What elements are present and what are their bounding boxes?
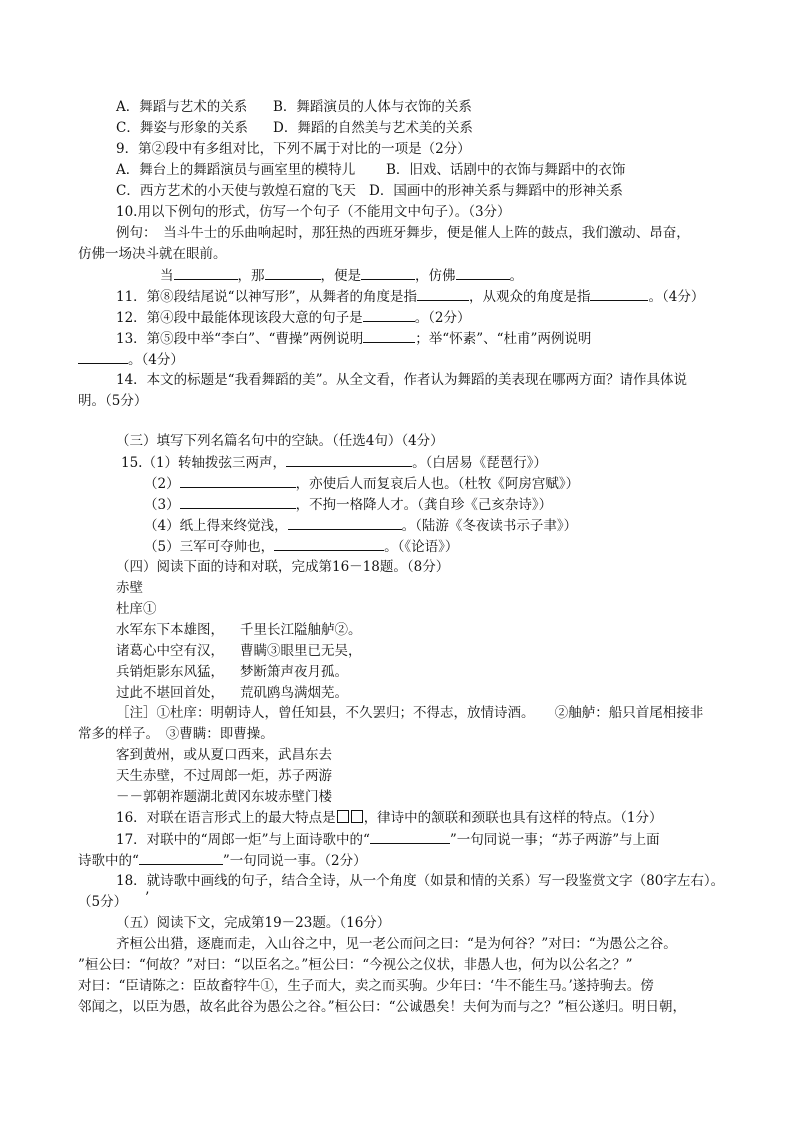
q10-t3: ，便是: [320, 268, 361, 284]
q10-t5: 。: [509, 268, 523, 284]
poem-title: 赤壁: [116, 580, 143, 596]
q16-text-b: ，律诗中的颔联和颈联也具有这样的特点。（1分）: [363, 810, 663, 826]
q15-item4: [144, 515, 577, 537]
q15-item5: [144, 536, 458, 558]
q17-line1: [116, 829, 660, 851]
couplet-line2: 天生赤壁，不过周郎一炬，苏子两游: [116, 768, 332, 784]
q13-part1: 13．第⑤段中举“李白”、“曹操”两例说明: [116, 331, 364, 347]
q10-example-line1: 例句： 当斗牛士的乐曲响起时，那狂热的西班牙舞步，便是催人上阵的鼓点，我们激动、昂奋，: [116, 225, 690, 241]
q11: [116, 286, 704, 308]
q10-blank-3[interactable]: [361, 265, 415, 280]
q15-1-text-b: 。（白居易《琵琶行》）: [412, 455, 548, 471]
q15-3-text-a: （3）: [144, 497, 180, 513]
q15-4-blank[interactable]: [288, 515, 402, 530]
q15-2-text-a: （2）: [144, 476, 180, 492]
q10-t1: 当: [160, 268, 174, 284]
q17-line2: [78, 850, 367, 872]
q17-text-c: 诗歌中的“: [78, 853, 139, 869]
q18-line1: 18．就诗歌中画线的句子，结合全诗，从一个角度（如景和情的关系）写一段鉴赏文字（80字左右）。: [116, 873, 725, 889]
q17-blank-2[interactable]: [139, 850, 223, 865]
q17-text-b: ”一句同说一事；“苏子两游”与上面: [449, 832, 660, 848]
q15-1-blank[interactable]: [286, 452, 412, 467]
q15-3-blank[interactable]: [180, 494, 296, 509]
passage-line4: 邻闻之，以臣为愚，故名此谷为愚公之谷。”桓公曰：“公诚愚矣！夫何为而与之？”桓公遂归。明日朝，: [78, 999, 686, 1015]
q11-part2: ，从观众的角度是指: [468, 289, 591, 305]
poem-verse-3a: 兵销炬影东风猛，: [116, 664, 224, 680]
q15-item3: [144, 494, 552, 516]
couplet-attribution: －－郭朝祚题湖北黄冈东坡赤壁门楼: [116, 789, 332, 805]
section3-heading: （三）填写下列名篇名句中的空缺。（任选4句）（4分）: [116, 433, 444, 449]
q15-item2: [144, 473, 579, 495]
q17-blank-1[interactable]: [370, 829, 450, 844]
q13-part2: ；举“怀素”、“杜甫”两例说明: [415, 331, 592, 347]
q16-box-1[interactable]: [337, 810, 349, 823]
q10-blank-4[interactable]: [456, 265, 510, 280]
q15-2-text-b: ，亦使后人而复哀后人也。（杜牧《阿房宫赋》）: [295, 476, 580, 492]
q15-4-text-a: （4）纸上得来终觉浅，: [144, 518, 288, 534]
q15-2-blank[interactable]: [180, 473, 296, 488]
poem-verse-2b: 曹瞒③眼里已无吴，: [240, 643, 362, 659]
q9-option-d: D．国画中的形神关系与舞蹈中的形神关系: [369, 183, 623, 199]
q15-item1: [121, 452, 547, 474]
q10-blank-2[interactable]: [265, 265, 321, 280]
q15-4-text-b: 。（陆游《冬夜读书示子聿》）: [401, 518, 578, 534]
q16-text-a: 16．对联在语言形式上的最大特点是: [116, 810, 336, 826]
passage-line3: 对曰：“臣请陈之：臣故畜牸牛①，生子而大，卖之而买驹。少年曰：‘牛不能生马。’遂持驹去。傍: [78, 978, 654, 994]
poem-verse-1a: 水军东下本雄图，: [116, 622, 224, 638]
q9-option-c: C．西方艺术的小天使与敦煌石窟的飞天: [116, 183, 356, 199]
q18-line2a: （5分）: [78, 894, 128, 910]
q12: [116, 307, 471, 329]
q15-5-text-a: （5）三军可夺帅也，: [144, 539, 275, 555]
q10-example-line2: 仿佛一场决斗就在眼前。: [78, 246, 227, 262]
q8-option-a: A．舞蹈与艺术的关系: [116, 99, 248, 115]
q12-part1: 12．第④段中最能体现该段大意的句子是: [116, 310, 363, 326]
poem-verse-1b: 千里长江隘舳舻②。: [240, 622, 362, 638]
passage-line2: ”桓公曰：“何故？”对曰：“以臣名之。”桓公曰：“今视公之仪状，非愚人也，何为以公名之？”: [78, 957, 633, 973]
poem-verse-3b: 梦断箫声夜月孤。: [240, 664, 348, 680]
q12-blank[interactable]: [363, 307, 415, 322]
poem-verse-2a: 诸葛心中空有汉，: [116, 643, 224, 659]
q9-stem: 9．第②段中有多组对比，下列不属于对比的一项是（2分）: [116, 141, 471, 157]
poem-verse-4b: 荒矶鸥鸟满烟芜。: [240, 685, 348, 701]
q8-option-b: B．舞蹈演员的人体与衣饰的关系: [273, 99, 472, 115]
q11-part3: 。（4分）: [648, 289, 705, 305]
q9-option-b: B．旧戏、话剧中的衣饰与舞蹈中的衣饰: [386, 162, 626, 178]
poem-note-line2: 常多的样子。 ③曹瞒：即曹操。: [78, 726, 274, 742]
poem-verse-4a: 过此不堪回首处，: [116, 685, 224, 701]
q18-line2b: ’: [145, 890, 150, 906]
q11-blank-2[interactable]: [590, 286, 648, 301]
section5-heading: （五）阅读下文，完成第19－23题。（16分）: [116, 915, 391, 931]
q13-blank-1[interactable]: [363, 328, 415, 343]
q15-1-text-a: 15.（1）转轴拨弦三两声，: [121, 455, 287, 471]
q13-line2: [78, 349, 184, 371]
q10-t4: ，仿佛: [415, 268, 456, 284]
q10-stem: 10.用以下例句的形式，仿写一个句子（不能用文中句子）。（3分）: [116, 204, 511, 220]
q10-blank-1[interactable]: [174, 265, 238, 280]
q13-part3: 。（4分）: [128, 352, 184, 368]
section4-heading: （四）阅读下面的诗和对联，完成第16－18题。（8分）: [116, 559, 450, 575]
couplet-line1: 客到黄州，或从夏口西来，武昌东去: [116, 747, 332, 763]
poem-note-line1: ［注］①杜庠：明朝诗人，曾任知县，不久罢归；不得志，放情诗酒。 ②舳舻：船只首尾相接非: [116, 705, 704, 721]
q9-option-a: A．舞台上的舞蹈演员与画室里的模特儿: [116, 162, 356, 178]
q17-text-d: ”一句同说一事。（2分）: [222, 853, 367, 869]
q12-part2: 。（2分）: [414, 310, 471, 326]
q11-part1: 11．第⑧段结尾说“以神写形”，从舞者的角度是指: [116, 289, 417, 305]
passage-line1: 齐桓公出猎，逐鹿而走，入山谷之中，见一老公而问之曰：“是为何谷？”对曰：“为愚公之谷。: [116, 936, 677, 952]
q10-t2: ，那: [237, 268, 265, 284]
q8-option-c: C．舞姿与形象的关系: [116, 120, 248, 136]
q13-blank-2[interactable]: [78, 349, 128, 364]
q10-template: [160, 265, 523, 287]
poem-author: 杜庠①: [116, 601, 157, 617]
q14-line1: 14．本文的标题是“我看舞蹈的美”。从全文看，作者认为舞蹈的美表现在哪两方面？请作具体说: [116, 372, 687, 388]
q16: [116, 808, 663, 829]
q17-text-a: 17．对联中的“周郎一炬”与上面诗歌中的“: [116, 832, 370, 848]
q15-5-blank[interactable]: [274, 536, 384, 551]
q14-line2: 明。（5分）: [78, 393, 148, 409]
q15-5-text-b: 。（《论语》）: [384, 539, 459, 555]
q13-line1: [116, 328, 591, 350]
q16-box-2[interactable]: [351, 810, 363, 823]
q11-blank-1[interactable]: [417, 286, 469, 301]
q15-3-text-b: ，不拘一格降人才。（龚自珍《己亥杂诗》）: [295, 497, 553, 513]
q8-option-d: D．舞蹈的自然美与艺术美的关系: [273, 120, 473, 136]
